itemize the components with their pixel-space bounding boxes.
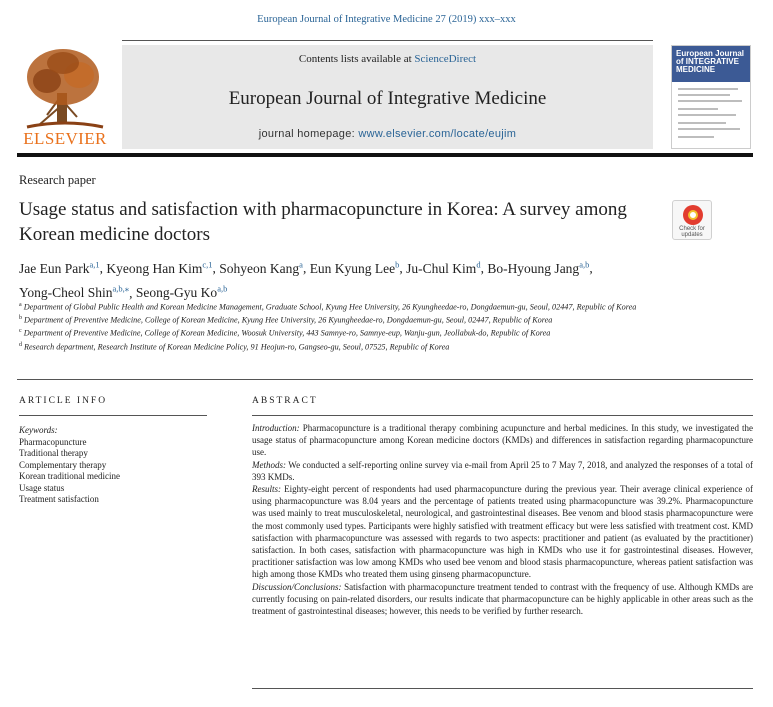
publisher-wordmark[interactable]: ELSEVIER [23, 129, 107, 148]
author-name[interactable]: Jae Eun Park [19, 260, 90, 276]
affiliation-text: Department of Preventive Medicine, College of Korean Medicine, Kyung Hee University, 26 Kyungheedae-ro, Dongdaemun-gu, Seoul, 02447, Republic of Korea [24, 315, 553, 325]
homepage-line [122, 128, 653, 140]
keyword-item[interactable]: Usage status [19, 482, 65, 493]
author-name[interactable]: Ju-Chul Kim [406, 260, 477, 276]
abstract-section [252, 483, 753, 581]
contents-line [122, 53, 653, 65]
author-list: Jae Eun Park$^{a,1}$, Kyeong Han Kim$^{c,1}$, Sohyeon Kang$^a$, Eun Kyung Lee$^b$, Ju-Chul Kim$^d$, Bo-Hyoung Jang$^{a,b}$, Yong-Cheol Shin$^{a,b,⁎}$, Seong-Gyu Ko$^{a,b}$ [19, 259, 593, 300]
article-title: Usage status and satisfaction with pharmacopuncture in Korea: A survey among Korean medicine doctors [19, 199, 627, 245]
affiliation-text: Research department, Research Institute of Korean Medicine Policy, 91 Heojun-ro, Gangseo-gu, Seoul, 07525, Republic of Korea [24, 342, 450, 352]
bottom-rule [252, 688, 753, 689]
abstract-section [252, 422, 753, 459]
author-name[interactable]: Eun Kyung Lee [309, 260, 396, 276]
abstract-section-label: Results: [252, 484, 281, 495]
cover-text-line [678, 88, 738, 90]
cover-text-line [678, 100, 742, 102]
affiliation-item [19, 313, 669, 326]
affiliation-marker: a [19, 302, 22, 308]
keyword-item[interactable]: Pharmacopuncture [19, 436, 87, 447]
abstract-section-text: Eighty-eight percent of respondents had used pharmacopuncture during the previous year. Their average clinical experience of using pharmacopuncture was 8.04 years and the percentage of patients treated using pharmacopuncture was 39.2%. Pharmacopuncture was used mainly to treat musculoskeletal, neurological, and gastrointestinal diseases. Bee venom and blood stasis pharmacopuncture were the most commonly used types. Participants were highly satisfied with treatment efficacy but were less satisfied with treatment cost. KMD satisfaction with pharmacopuncture was assessed with regards to two aspects: practitioner and patient (as evaluated by the practitioner) satisfaction. In both cases, satisfaction with pharmacopuncture was high in KMDs who use it for gastrointestinal diseases. However, practitioner satisfaction was low among KMDs who used bee venom and blood stasis pharmacopuncture, whereas patient satisfaction was high among those KMDs who treated them using ginseng pharmacopuncture. [252, 484, 754, 580]
abstract-heading: ABSTRACT [252, 396, 318, 406]
author[interactable] [136, 285, 228, 300]
abstract-section-text: Satisfaction with pharmacopuncture treatment tended to contrast with the frequency of use. Although KMDs are currently focusing on pain-related disorders, our results indicate that pharmacopuncture can be highly applicable in other areas such as the treatment of gastrointestinal diseases; however, this needs to be verified by further research. [252, 581, 753, 617]
author-name[interactable]: Yong-Cheol Shin [19, 285, 113, 300]
author-affiliation-marker[interactable]: d [476, 259, 481, 269]
author-affiliation-marker[interactable]: a [299, 259, 303, 269]
author[interactable] [310, 261, 400, 276]
cover-text-line [678, 108, 718, 110]
keywords-label: Keywords: [19, 425, 58, 435]
author[interactable] [406, 261, 480, 276]
author-name[interactable]: Bo-Hyoung Jang [487, 260, 580, 276]
author[interactable] [219, 261, 303, 276]
crossmark-label: Check for updates [679, 226, 705, 238]
abstract-section-label: Discussion/Conclusions: [252, 581, 342, 592]
keyword-item[interactable]: Traditional therapy [19, 448, 88, 458]
affiliation-item [19, 326, 669, 339]
abstract-rule [252, 415, 753, 416]
header-rule-top [122, 40, 653, 41]
abstract-section [252, 459, 753, 483]
homepage-link[interactable]: www.elsevier.com/locate/eujim [358, 128, 517, 140]
affiliation-item [19, 340, 669, 353]
abstract-section-label: Methods: [252, 459, 286, 470]
check-for-updates-button[interactable] [672, 200, 712, 240]
author[interactable] [19, 261, 100, 276]
article-info-heading: ARTICLE INFO [19, 396, 108, 406]
affiliation-text: Department of Preventive Medicine, College of Korean Medicine, Woosuk University, 443 Samnye-ro, Samnye-eup, Wanju-gun, Jeollabuk-do, Republic of Korea [23, 329, 551, 339]
cover-text-line [678, 122, 726, 124]
article-info-rule [19, 415, 207, 416]
affiliation-marker: d [19, 341, 22, 348]
affiliation-marker: c [19, 328, 22, 335]
paper-type: Research paper [19, 173, 96, 187]
author-affiliation-marker[interactable]: a,1 [89, 259, 100, 269]
author-name[interactable]: Kyeong Han Kim [106, 260, 203, 276]
cover-title: European Journal of INTEGRATIVE MEDICINE [676, 49, 745, 74]
cover-text-line [678, 128, 740, 130]
cover-text-line [678, 136, 714, 138]
abstract-section-text: We conducted a self-reporting online survey via e-mail from April 25 to 7 May 7, 2018, and analyzed the responses of a total of 393 KMDs. [252, 459, 753, 482]
keyword-item[interactable]: Treatment satisfaction [19, 494, 99, 504]
abstract-body [252, 422, 753, 617]
sciencedirect-link[interactable]: ScienceDirect [414, 53, 477, 65]
author[interactable] [19, 285, 129, 300]
abstract-section [252, 581, 753, 618]
author-name[interactable]: Seong-Gyu Ko [135, 285, 218, 300]
author-name[interactable]: Sohyeon Kang [219, 260, 300, 276]
author-affiliation-marker[interactable]: b [395, 259, 400, 269]
author-affiliation-marker[interactable]: c,1 [202, 259, 213, 269]
journal-cover-thumbnail[interactable] [671, 45, 751, 149]
contents-prefix: Contents lists available at [298, 53, 415, 65]
abstract-section-label: Introduction: [252, 423, 300, 433]
cover-text-line [678, 94, 730, 96]
header-rule-thick [17, 153, 753, 157]
journal-title: European Journal of Integrative Medicine [228, 88, 547, 109]
keywords-list [19, 437, 219, 506]
author-affiliation-marker[interactable]: a,b [579, 259, 590, 269]
journal-header-box [122, 45, 653, 149]
section-separator [17, 379, 753, 380]
keyword-item[interactable]: Complementary therapy [19, 459, 107, 470]
author[interactable] [106, 261, 212, 276]
author-affiliation-marker[interactable]: a,b [217, 283, 228, 294]
affiliation-marker: b [19, 315, 22, 322]
citation-line[interactable]: European Journal of Integrative Medicine 27 (2019) xxx–xxx [257, 14, 516, 25]
homepage-prefix: journal homepage: [258, 128, 359, 140]
author[interactable] [487, 261, 589, 276]
affiliation-text: Department of Global Public Health and Korean Medicine Management, Graduate School, Kyung Hee University, 26 Kyungheedae-ro, Dongdaemun-gu, Seoul, 02447, Republic of Korea [23, 302, 637, 312]
cover-text-line [678, 114, 736, 116]
keywords-block [19, 425, 219, 506]
affiliation-item [19, 300, 669, 313]
author-affiliation-marker[interactable]: a,b,⁎ [112, 283, 130, 294]
affiliation-list [19, 300, 669, 353]
crossmark-icon [683, 205, 703, 225]
keyword-item[interactable]: Korean traditional medicine [19, 471, 120, 481]
abstract-section-text: Pharmacopuncture is a traditional therapy combining acupuncture and herbal medicines. In this study, we investigated the usage status of pharmacopuncture among Korean medicine doctors (KMDs) and differences in satisfaction regarding pharmacopuncture use. [252, 423, 754, 458]
